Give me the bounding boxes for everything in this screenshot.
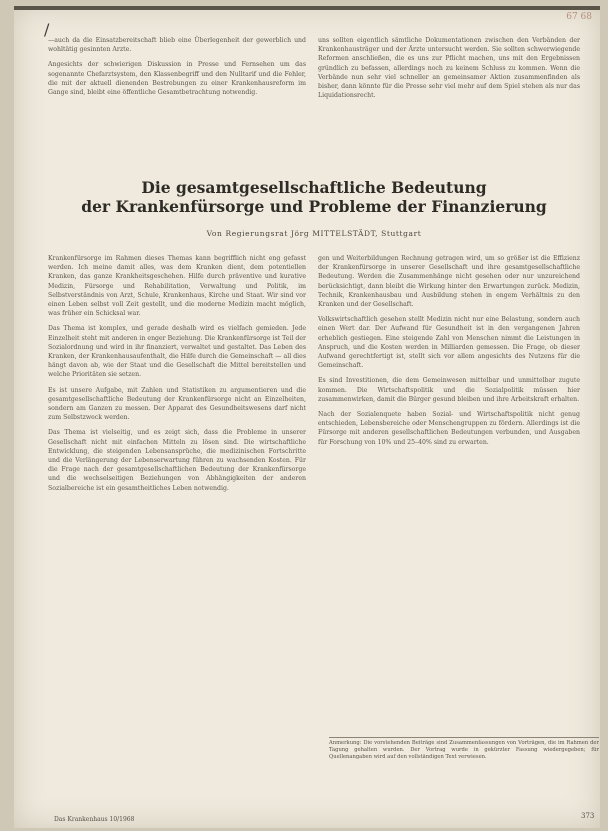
- page-number: 373: [581, 812, 595, 820]
- paragraph: Volkswirtschaftlich gesehen stellt Medizin nicht nur eine Belastung, sondern auch einen Wert dar. Der Aufwand für Gesundheit ist in den vergangenen Jahren erheblich gestiegen. Eine steigende Zahl von Menschen nimmt die Leistungen in Anspruch, und die Kosten werden in Milliarden gemessen. Die Frage, ob dieser Aufwand gerechtfertigt ist, stellt sich vor allem angesichts des Nutzens für die Gemeinschaft.: [318, 316, 580, 370]
- title-line-2: der Krankenfürsorge und Probleme der Finanzierung: [81, 197, 547, 216]
- article-title: [54, 178, 574, 216]
- body-right-column: [318, 254, 580, 453]
- journal-page: [14, 6, 600, 828]
- top-right-column: [318, 36, 580, 106]
- paragraph: gen und Weiterbildungen Rechnung getragen wird, um so größer ist die Effizienz der Krankenfürsorge in unserer Gesellschaft und ihre gesamtgesellschaftliche Bedeutung. Werden die Zusammenhänge nicht gesehen oder nur unzureichend berücksichtigt, dann bleibt die Wirkung hinter den Erwartungen zurück. Medizin, Technik, Krankenhausbau und Ausbildung stehen in engem Verhältnis zu den Kranken und der Gesellschaft.: [318, 255, 580, 309]
- paragraph: Nach der Sozialenquete haben Sozial- und Wirtschaftspolitik nicht genug entschieden, Lebensbereiche oder Menschengruppen zu fördern. Allerdings ist die Fürsorge mit anderen gesellschaftlichen Bedeutungen verbunden, und Ausgaben für Forschung von 10% und 25–40% sind zu erwarten.: [318, 411, 580, 446]
- footnote: Anmerkung: Die vorstehenden Beiträge sind Zusammenfassungen von Vorträgen, die im Rahmen der Tagung gehalten wurden. Der Vortrag wurde in gekürzter Fassung wiedergegeben; für Quellenangaben wird auf den vollständigen Text verwiesen.: [329, 737, 599, 761]
- paragraph: —auch da die Einsatzbereitschaft blieb eine Überlegenheit der gewerblich und wohltätig gesinnten Arzte.: [48, 37, 306, 54]
- pen-mark: /: [44, 20, 50, 39]
- paragraph: Das Thema ist vielseitig, und es zeigt sich, dass die Probleme in unserer Gesellschaft nicht mit einfachen Mitteln zu lösen sind. Die wirtschaftliche Entwicklung, die steigenden Lebensansprüche, die medizinischen Fortschritte und die Verlängerung der Lebenserwartung führen zu wachsenden Kosten. Für die Frage nach der gesamtgesellschaftlichen Bedeutung der Krankenfürsorge und die wechselseitigen Beziehungen von Abhängigkeiten der anderen Sozialbereiche ist ein gesamtheitliches Leben notwendig.: [48, 429, 306, 492]
- top-rule: [14, 6, 600, 10]
- body-left-column: [48, 254, 306, 499]
- top-left-column: [48, 36, 306, 103]
- corner-stamp: 67 68: [566, 12, 592, 22]
- title-line-1: Die gesamtgesellschaftliche Bedeutung: [141, 178, 487, 197]
- paragraph: Es ist unsere Aufgabe, mit Zahlen und Statistiken zu argumentieren und die gesamtgesellschaftliche Bedeutung der Krankenfürsorge nicht an Einzelheiten, sondern am Ganzen zu messen. Der Apparat des Gesundheitswesens darf nicht zum Selbstzweck werden.: [48, 386, 306, 422]
- paragraph: Das Thema ist komplex, und gerade deshalb wird es vielfach gemieden. Jede Einzelheit steht mit anderen in enger Beziehung. Die Krankenfürsorge ist Teil der Sozialordnung und wird in ihr finanziert, verwaltet und gestaltet. Das Leben des Kranken, der Krankenhausaufenthalt, die Hilfe durch die Gemeinschaft — all dies hängt davon ab, wie der Staat und die Gesellschaft die Mittel bereitstellen und welche Prioritäten sie setzen.: [48, 325, 306, 379]
- paragraph: uns sollten eigentlich sämtliche Dokumentationen zwischen den Verbänden der Krankenhausträger und der Ärzte untersucht werden. Sie sollten schwerwiegende Reformen anschließen, die es uns zur Pflicht machen, uns mit den Ergebnissen gründlich zu befassen, allerdings noch zu keinem Schluss zu kommen. Wenn die Verbände nun sehr viel schneller an gemeinsamer Aktion zusammenfinden als bisher, dann könnte für die Presse sehr viel mehr auf dem Spiel stehen als nur das Liquidationsrecht.: [318, 37, 580, 100]
- author-byline: Von Regierungsrat Jörg MITTELSTÄDT, Stuttgart: [206, 229, 422, 238]
- paragraph: Krankenfürsorge im Rahmen dieses Themas kann begrifflich nicht eng gefasst werden. Ich meine damit alles, was dem Kranken dient, dem potentiellen Kranken, das ganze Krankheitsgeschehen. Hilfe durch präventive und kurative Medizin, Fürsorge und Rehabilitation, Verwaltung und Politik, im Selbstverständnis von Arzt, Schule, Krankenhaus, Kirche und Staat. Wir sind vor einen Leben selbst voll Zeit gestellt, und die moderne Medizin macht möglich, was früher ein Schicksal war.: [48, 255, 306, 318]
- paragraph: Es sind Investitionen, die dem Gemeinwesen mittelbar und unmittelbar zugute kommen. Die Wirtschaftspolitik und die Sozialpolitik müssen hier zusammenwirken, damit die Bürger gesund bleiben und ihre Arbeitskraft erhalten.: [318, 377, 580, 403]
- journal-footer: Das Krankenhaus 10/1968: [54, 816, 135, 823]
- paragraph: Angesichts der schwierigen Diskussion in Presse und Fernsehen um das sogenannte Chefarztsystem, den Klassenbegriff und den Nulltarif und die Fehler, die mit der aktuell dienenden Bestrebungen zu einer Krankenhausreform im Gange sind, bleibt eine öffentliche Gesamtbetrachtung notwendig.: [48, 61, 306, 97]
